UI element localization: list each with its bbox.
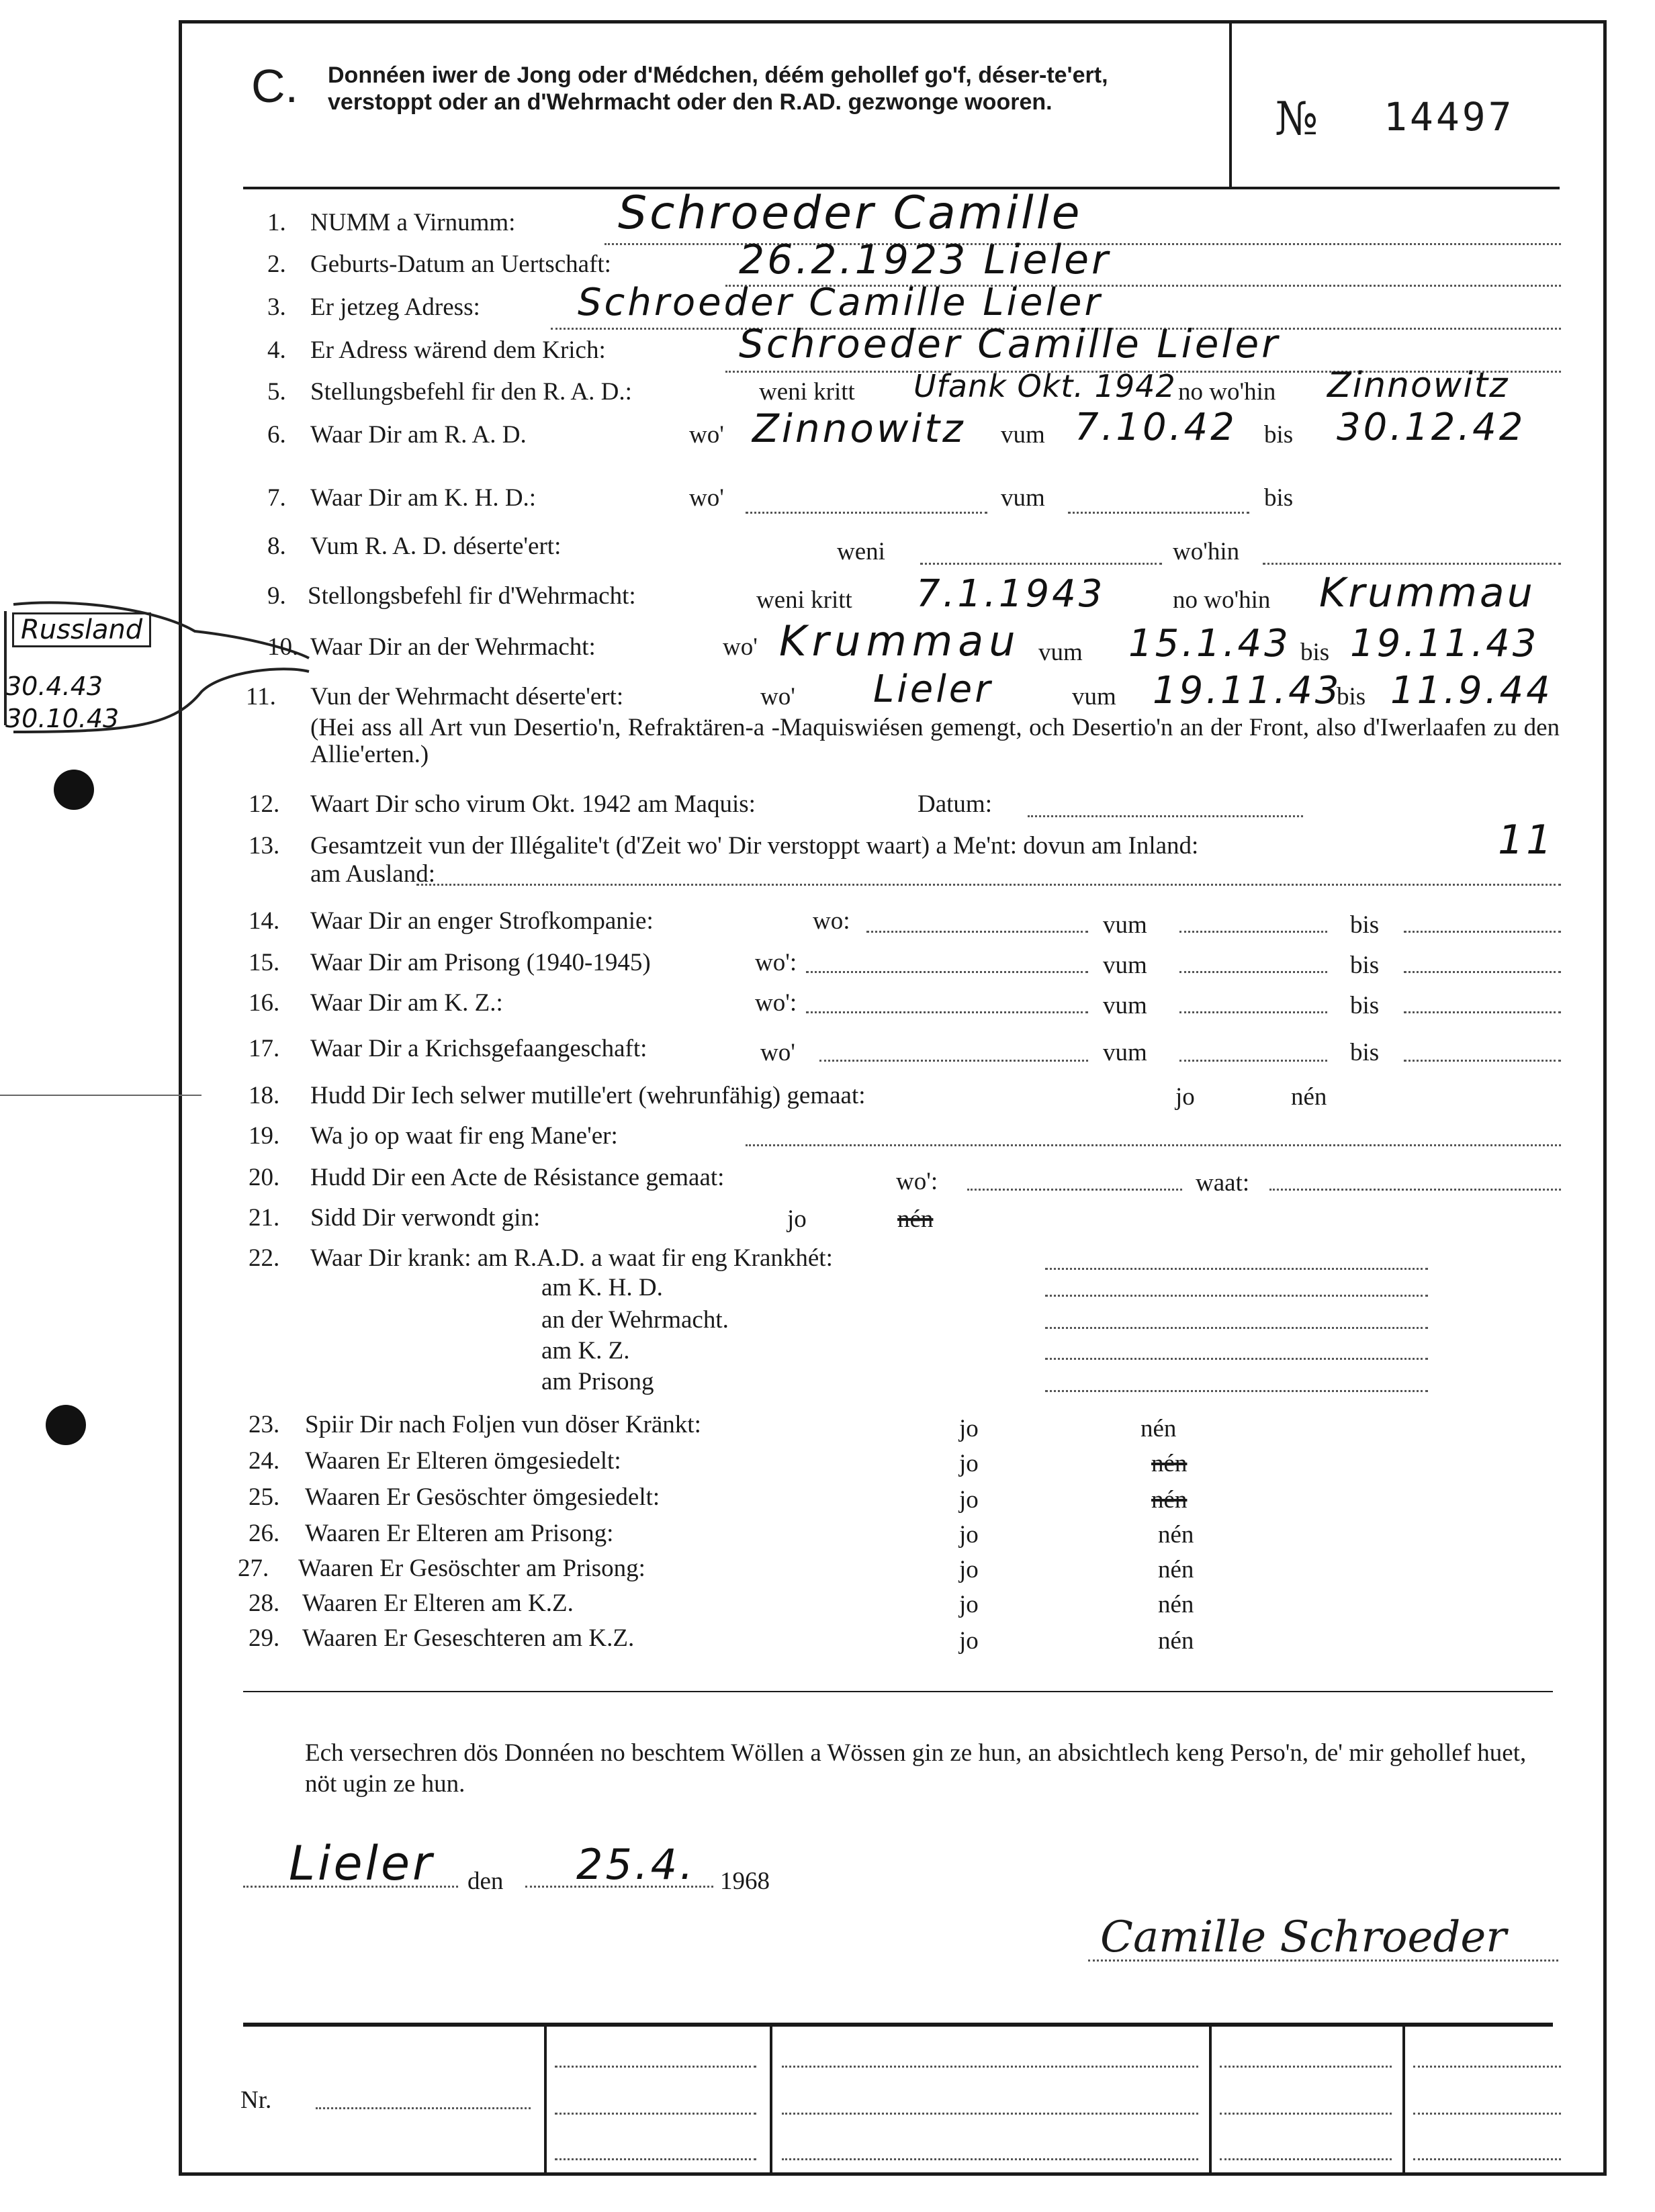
- option-yes: jo: [959, 1591, 979, 1618]
- field-label: wo': [689, 484, 724, 512]
- item-number: 18.: [249, 1082, 280, 1109]
- option-no-struck: nén: [1151, 1486, 1188, 1514]
- item-number: 28.: [249, 1589, 280, 1617]
- field-value: Schroeder Camille: [618, 187, 1083, 240]
- item-number: 29.: [249, 1624, 280, 1652]
- item-label: Waar Dir krank: am R.A.D. a waat fir eng Krankhét:: [310, 1244, 833, 1272]
- header-title: Donnéen iwer de Jong oder d'Médchen, déém gehollef go'f, déser-te'ert, verstoppt oder an d'Wehrmacht oder den R.AD. gezwonge wooren.: [328, 62, 1108, 115]
- dotted-line: [1179, 971, 1327, 973]
- header-divider: [1229, 20, 1232, 188]
- field-label: vum: [1103, 1039, 1147, 1066]
- item-label: Waar Dir an enger Strofkompanie:: [310, 907, 654, 935]
- field-value: 19.11.43: [1350, 622, 1539, 665]
- item-label: Geburts-Datum an Uertschaft:: [310, 250, 611, 278]
- item-label: Stellongsbefehl fir d'Wehrmacht:: [308, 582, 636, 610]
- option-yes: jo: [959, 1415, 979, 1442]
- option-yes: jo: [1175, 1083, 1195, 1111]
- field-label: wo:: [813, 907, 850, 935]
- declaration-text: Ech versechren dös Donnéen no beschtem Wöllen a Wössen gin ze hun, an absichtlech keng Perso'n, de' mir gehollef huet, nöt ugin ze hun.: [305, 1739, 1527, 1798]
- dotted-line: [555, 2066, 756, 2068]
- punch-hole-top: [54, 770, 94, 810]
- item-label: Waar Dir am K. H. D.:: [310, 484, 537, 512]
- dotted-line: [1263, 563, 1561, 565]
- item-number: 8.: [267, 533, 286, 560]
- item-label: NUMM a Virnumm:: [310, 209, 516, 236]
- dotted-line: [1220, 2066, 1392, 2068]
- field-value: 7.10.42: [1075, 406, 1237, 449]
- field-label: no wo'hin: [1178, 378, 1276, 406]
- item-number: 11.: [246, 683, 276, 710]
- dotted-line: [819, 1060, 1088, 1062]
- punch-hole-bottom: [46, 1405, 86, 1445]
- field-label: wo': [689, 421, 724, 449]
- item-number: 7.: [267, 484, 286, 512]
- sub-label: am K. Z.: [541, 1337, 630, 1365]
- item-number: 25.: [249, 1483, 280, 1511]
- option-yes: jo: [959, 1521, 979, 1549]
- dotted-line: [782, 2158, 1198, 2160]
- field-label: wo':: [755, 989, 797, 1017]
- footer-col-divider: [544, 2025, 547, 2173]
- dotted-line: [746, 512, 987, 514]
- item-label: Waaren Er Geseschteren am K.Z.: [302, 1624, 635, 1652]
- item-label: Waar Dir am R. A. D.: [310, 421, 527, 449]
- option-no: nén: [1158, 1556, 1194, 1583]
- field-label: vum: [1103, 911, 1147, 939]
- dotted-line: [1045, 1268, 1428, 1270]
- dotted-line: [1179, 1060, 1327, 1062]
- dotted-line: [1413, 2113, 1561, 2115]
- dotted-line: [1269, 1189, 1561, 1191]
- dotted-line: [967, 1189, 1182, 1191]
- sub-label: am K. H. D.: [541, 1274, 663, 1301]
- dotted-line: [1088, 1960, 1558, 1962]
- footer-col-divider: [1209, 2025, 1212, 2173]
- field-label: bis: [1350, 911, 1380, 939]
- margin-fold-mark: [0, 1095, 202, 1096]
- dotted-line: [1045, 1390, 1428, 1392]
- margin-note-title: Russland: [12, 612, 151, 647]
- field-label: vum: [1001, 484, 1045, 512]
- item-label: Waar Dir a Krichsgefaangeschaft:: [310, 1035, 647, 1062]
- item-number: 4.: [267, 336, 286, 364]
- dotted-line: [1413, 2066, 1561, 2068]
- item-label: Vum R. A. D. déserte'ert:: [310, 533, 562, 560]
- option-no: nén: [1158, 1521, 1194, 1549]
- item-number: 15.: [249, 949, 280, 976]
- dotted-line: [555, 2113, 756, 2115]
- item-label: Er jetzeg Adress:: [310, 293, 480, 321]
- item-label: Gesamtzeit vun der Illégalite't (d'Zeit wo' Dir verstoppt waart) a Me'nt: dovun am Inland:: [310, 832, 1199, 860]
- dotted-line: [920, 563, 1162, 565]
- dotted-line: [1404, 1060, 1561, 1062]
- item-label: Er Adress wärend dem Krich:: [310, 336, 606, 364]
- item-label: Stellungsbefehl fir den R. A. D.:: [310, 378, 632, 406]
- field-label: no wo'hin: [1173, 586, 1271, 614]
- field-label: Datum:: [918, 790, 992, 818]
- item-label: Hudd Dir een Acte de Résistance gemaat:: [310, 1164, 725, 1191]
- item-number: 14.: [249, 907, 280, 935]
- number-symbol: №: [1275, 93, 1318, 146]
- item-number: 2.: [267, 250, 286, 278]
- field-value: Ufank Okt. 1942: [913, 368, 1176, 404]
- option-no: nén: [1158, 1591, 1194, 1618]
- item-label: Hudd Dir Iech selwer mutille'ert (wehrunfähig) gemaat:: [310, 1082, 866, 1109]
- item-label: Waaren Er Elteren am K.Z.: [302, 1589, 574, 1617]
- item-number: 27.: [238, 1555, 269, 1582]
- field-value: Zinnowitz: [1327, 365, 1509, 406]
- item-number: 10.: [267, 633, 299, 661]
- item-number: 21.: [249, 1204, 280, 1232]
- item-number: 3.: [267, 293, 286, 321]
- dotted-line: [806, 971, 1088, 973]
- item-number: 16.: [249, 989, 280, 1017]
- field-value: 26.2.1923 Lieler: [739, 236, 1111, 283]
- dotted-line: [1179, 1011, 1327, 1013]
- item-label: Waar Dir am Prisong (1940-1945): [310, 949, 651, 976]
- field-label: weni kritt: [756, 586, 852, 614]
- field-label: vum: [1038, 639, 1083, 666]
- field-label: bis: [1337, 683, 1366, 710]
- dotted-line: [1220, 2113, 1392, 2115]
- margin-bracket: [0, 591, 322, 752]
- item-number: 12.: [249, 790, 280, 818]
- dotted-line: [1179, 931, 1327, 933]
- field-value: Zinnowitz: [752, 406, 966, 451]
- item-label: Waaren Er Gesöschter ömgesiedelt:: [305, 1483, 660, 1511]
- field-value: 7.1.1943: [916, 572, 1106, 616]
- field-value: Schroeder Camille Lieler: [739, 321, 1281, 367]
- signature: Camille Schroeder: [1100, 1913, 1507, 1962]
- item-number: 24.: [249, 1447, 280, 1475]
- field-value: 19.11.43: [1153, 669, 1342, 712]
- field-label: bis: [1350, 992, 1380, 1019]
- option-no: nén: [1158, 1627, 1194, 1655]
- field-value: Krummau: [779, 616, 1021, 665]
- field-label: weni kritt: [759, 378, 855, 406]
- item-number: 26.: [249, 1520, 280, 1547]
- item-number: 19.: [249, 1122, 280, 1150]
- dotted-line: [1068, 512, 1249, 514]
- form-number: 14497: [1384, 94, 1515, 140]
- dotted-line: [1045, 1327, 1428, 1329]
- field-label: vum: [1072, 683, 1116, 710]
- item-number: 5.: [267, 378, 286, 406]
- option-no: nén: [1291, 1083, 1327, 1111]
- field-value: Krummau: [1319, 569, 1535, 616]
- field-value: Schroeder Camille Lieler: [578, 281, 1103, 324]
- date-value: 25.4.: [576, 1840, 696, 1889]
- option-yes: jo: [959, 1450, 979, 1477]
- footer-col-divider: [770, 2025, 772, 2173]
- sub-label: an der Wehrmacht.: [541, 1306, 729, 1334]
- field-value: Lieler: [873, 667, 993, 711]
- sub-label: am Prisong: [541, 1368, 654, 1395]
- field-label: wo': [723, 633, 758, 661]
- dotted-line: [1404, 931, 1561, 933]
- footer-rule-top: [243, 2023, 1553, 2027]
- item-label: Spiir Dir nach Foljen vun döser Kränkt:: [305, 1411, 701, 1438]
- option-no: nén: [1140, 1415, 1177, 1442]
- field-label: waat:: [1196, 1169, 1250, 1197]
- field-label: bis: [1350, 1039, 1380, 1066]
- item-label: Vun der Wehrmacht déserte'ert:: [310, 683, 624, 710]
- year-value: 1968: [720, 1868, 770, 1895]
- dotted-line: [316, 2107, 531, 2109]
- date-label: den: [467, 1868, 504, 1895]
- dotted-line: [1413, 2158, 1561, 2160]
- field-label: bis: [1264, 421, 1294, 449]
- dotted-line: [1045, 1295, 1428, 1297]
- dotted-line: [1028, 815, 1303, 817]
- section-letter: C.: [251, 60, 298, 112]
- footer-col-divider: [1402, 2025, 1405, 2173]
- option-yes: jo: [959, 1556, 979, 1583]
- field-label: weni: [837, 538, 885, 565]
- footer-nr-label: Nr.: [240, 2086, 272, 2114]
- item-label: Waar Dir am K. Z.:: [310, 989, 503, 1017]
- field-label: bis: [1350, 952, 1380, 979]
- field-value: 15.1.43: [1128, 622, 1291, 665]
- field-label: bis: [1300, 639, 1330, 666]
- item-label: Sidd Dir verwondt gin:: [310, 1204, 541, 1232]
- option-no-struck: nén: [897, 1205, 934, 1233]
- item-label: Waaren Er Gesöschter am Prisong:: [298, 1555, 645, 1582]
- section-rule: [243, 1691, 1553, 1692]
- option-no-struck: nén: [1151, 1450, 1188, 1477]
- item-number: 9.: [267, 582, 286, 610]
- item-number: 17.: [249, 1035, 280, 1062]
- item-number: 20.: [249, 1164, 280, 1191]
- dotted-line: [1220, 2158, 1392, 2160]
- item-label: Waart Dir scho virum Okt. 1942 am Maquis:: [310, 790, 756, 818]
- option-yes: jo: [959, 1486, 979, 1514]
- field-label: vum: [1103, 992, 1147, 1019]
- item-note: (Hei ass all Art vun Desertio'n, Refraktären-a -Maquiswiésen gemengt, och Desertio'n an der Front, also d'Iwerlaafen zu den Allie'erten.): [310, 714, 1560, 768]
- field-label: am Ausland:: [310, 860, 436, 888]
- field-label: bis: [1264, 484, 1294, 512]
- item-label: Wa jo op waat fir eng Mane'er:: [310, 1122, 618, 1150]
- field-label: wo': [760, 683, 795, 710]
- item-label: Waaren Er Elteren ömgesiedelt:: [305, 1447, 621, 1475]
- item-number: 22.: [249, 1244, 280, 1272]
- field-label: vum: [1103, 952, 1147, 979]
- item-label: Waar Dir an der Wehrmacht:: [310, 633, 596, 661]
- dotted-line: [1404, 971, 1561, 973]
- item-number: 23.: [249, 1411, 280, 1438]
- field-value: 11: [1498, 817, 1555, 864]
- dotted-line: [866, 931, 1088, 933]
- item-number: 1.: [267, 209, 286, 236]
- item-number: 13.: [249, 832, 280, 860]
- dotted-line: [555, 2158, 756, 2160]
- dotted-line: [746, 1144, 1561, 1146]
- field-label: wo'hin: [1173, 538, 1240, 565]
- dotted-line: [1045, 1358, 1428, 1360]
- margin-note-line1: 30.4.43: [5, 672, 103, 701]
- field-label: wo': [760, 1039, 795, 1066]
- dotted-line: [782, 2066, 1198, 2068]
- dotted-line: [782, 2113, 1198, 2115]
- field-value: 30.12.42: [1337, 406, 1526, 449]
- field-label: wo':: [755, 949, 797, 976]
- field-label: wo':: [896, 1168, 938, 1195]
- dotted-line: [806, 1011, 1088, 1013]
- field-value: 11.9.44: [1390, 669, 1553, 712]
- place-value: Lieler: [289, 1836, 435, 1891]
- option-yes: jo: [959, 1627, 979, 1655]
- dotted-line: [416, 884, 1561, 886]
- field-label: vum: [1001, 421, 1045, 449]
- item-number: 6.: [267, 421, 286, 449]
- margin-note-line2: 30.10.43: [5, 704, 120, 733]
- option-yes: jo: [787, 1205, 807, 1233]
- dotted-line: [1404, 1011, 1561, 1013]
- item-label: Waaren Er Elteren am Prisong:: [305, 1520, 614, 1547]
